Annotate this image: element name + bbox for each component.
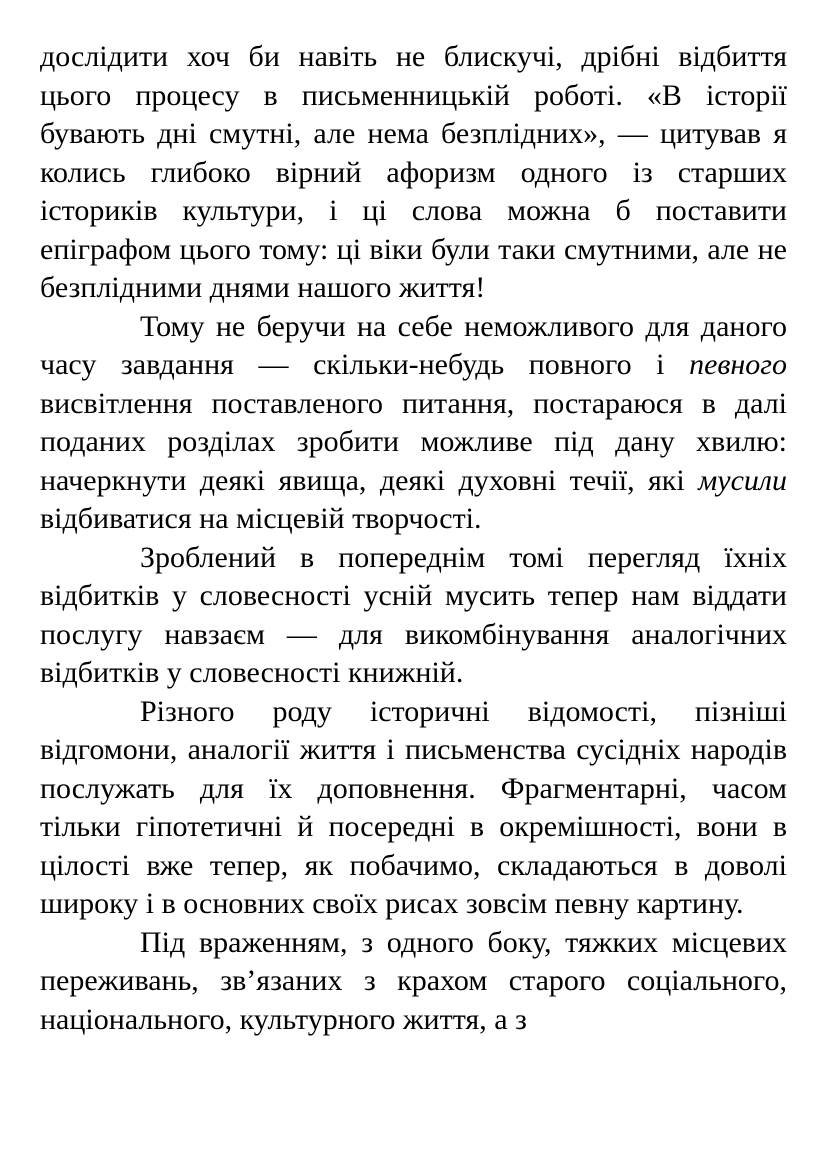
paragraph-2-text-a: Тому не беручи на себе неможливого для даного часу завдання — скільки-небудь повного і: [40, 309, 787, 381]
paragraph-4: [40, 693, 787, 924]
paragraph-4-text: Різного роду історичні відомості, пізніші відгомони, аналогії життя і письменства сусідніх народів послужать для їх доповнення. Фрагментарні, часом тільки гіпотетичні й посередні в окремішності, вони в цілості вже тепер, як побачимо, складаються в доволі широку і в основних своїх рисах зовсім певну картину.: [40, 694, 787, 920]
paragraph-2-italic-word-2: мусили: [698, 463, 787, 497]
paragraph-2-text-b: висвітлення поставленого питання, постараюся в далі поданих розділах зробити можливе під дану хвилю: начеркнути деякі явища, деякі духовні течії, які: [40, 386, 787, 497]
paragraph-3: [40, 539, 787, 693]
paragraph-3-text: Зроблений в попереднім томі перегляд їхніх відбитків у словесності усній мусить тепер нам віддати послугу навзаєм — для викомбінування аналогічних відбитків у словесності книжній.: [40, 540, 787, 689]
body-text: [40, 38, 787, 1039]
paragraph-5-text: Під враженням, з одного боку, тяжких місцевих переживань, зв’язаних з крахом старого соціального, національного, культурного життя, а з: [40, 925, 787, 1036]
paragraph-2: [40, 308, 787, 539]
paragraph-1: [40, 38, 787, 308]
paragraph-5: [40, 924, 787, 1040]
paragraph-2-text-c: відбиватися на місцевій творчості.: [40, 502, 482, 535]
paragraph-2-italic-word: певного: [689, 348, 787, 381]
paragraph-1-text: дослідити хоч би навіть не блискучі, дрібні відбиття цього процесу в письменницькій роботі. «В історії бувають дні смутні, але нема безплідних», — цитував я колись глибоко вірний афоризм одного із старших істориків культури, і ці слова можна б поставити епіграфом цього тому: ці віки були таки смутними, але не безплідними днями нашого життя!: [40, 40, 787, 304]
